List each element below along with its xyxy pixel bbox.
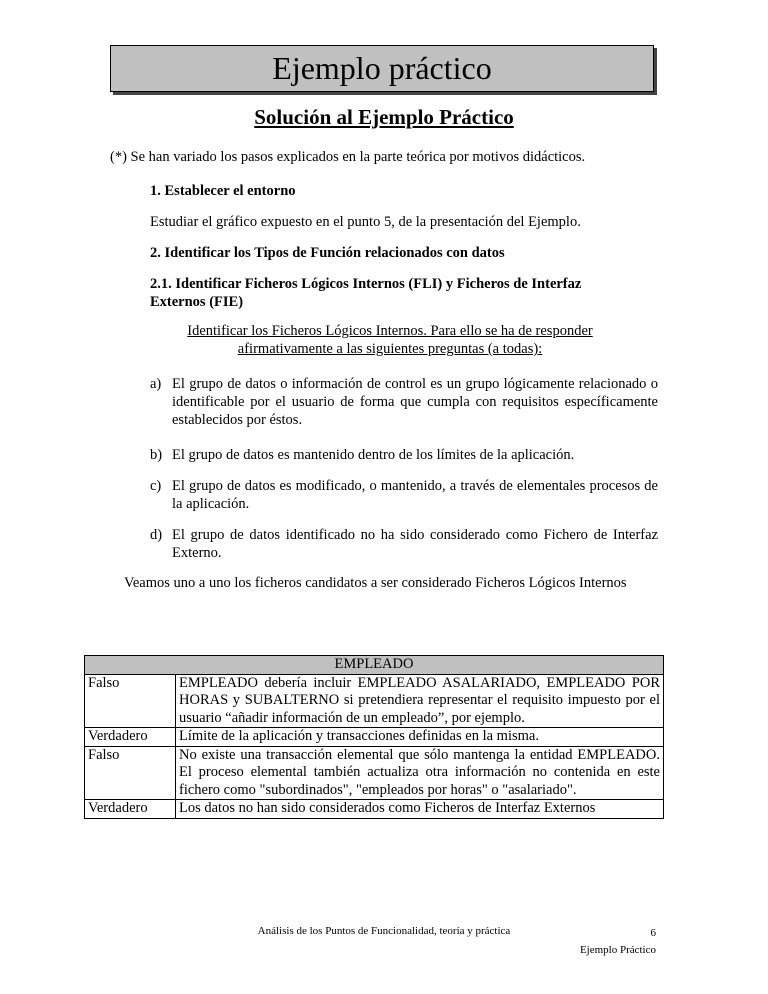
criterion-letter: c) [150, 478, 162, 494]
fli-intro: Identificar los Ficheros Lógicos Internos. Para ello se ha de responder afirmativamente a las siguientes preguntas (a todas): [187, 323, 593, 357]
row-description: Límite de la aplicación y transacciones definidas en la misma. [176, 728, 664, 747]
row-description: No existe una transacción elemental que sólo mantenga la entidad EMPLEADO. El proceso elemental también actualiza otra información no contenida en este fichero como "subordinados", "empleados por horas" o "asalariado". [176, 746, 664, 800]
step21-heading: 2.1. Identificar Ficheros Lógicos Internos (FLI) y Ficheros de Interfaz Externos (FIE) [150, 276, 582, 310]
footer-page-info [580, 925, 656, 959]
criterion-letter: b) [150, 447, 163, 463]
criterion-text: El grupo de datos es modificado, o mantenido, a través de elementales procesos de la aplicación. [172, 478, 658, 512]
row-value: Verdadero [85, 728, 176, 747]
conclusion-paragraph: Veamos uno a uno los ficheros candidatos a ser considerado Ficheros Lógicos Internos [124, 575, 627, 591]
footer-section: Ejemplo Práctico [579, 944, 656, 956]
table-row [85, 728, 664, 747]
row-description: EMPLEADO debería incluir EMPLEADO ASALARIADO, EMPLEADO POR HORAS y SUBALTERNO si pretendiera representar el requisito impuesto por el usuario “añadir información de un empleado”, por ejemplo. [176, 674, 664, 728]
header-title: Ejemplo práctico [272, 50, 492, 86]
footer-doc-title: Análisis de los Puntos de Funcionalidad, teoría y práctica [257, 925, 511, 937]
table-header-cell: EMPLEADO [85, 656, 664, 675]
criterion-a [150, 375, 658, 429]
table-row [85, 674, 664, 728]
row-description: Los datos no han sido considerados como Ficheros de Interfaz Externos [176, 800, 664, 819]
criterion-text: El grupo de datos o información de control es un grupo lógicamente relacionado o identificable por el usuario de forma que cumpla con requisitos específicamente establecidos por éstos. [172, 376, 658, 428]
row-value: Verdadero [85, 800, 176, 819]
table-row [85, 746, 664, 800]
footer-page-number: 6 [650, 927, 656, 939]
criterion-d [150, 526, 658, 562]
criterion-letter: d) [150, 527, 163, 543]
empleado-evaluation-table [84, 655, 664, 819]
step1-heading: 1. Establecer el entorno [150, 183, 296, 199]
page-title: Solución al Ejemplo Práctico [254, 105, 514, 129]
row-value: Falso [85, 674, 176, 728]
table-row [85, 800, 664, 819]
step2-heading: 2. Identificar los Tipos de Función relacionados con datos [150, 245, 505, 261]
page-header-banner [110, 45, 654, 92]
criterion-letter: a) [150, 376, 162, 392]
criterion-text: El grupo de datos es mantenido dentro de los límites de la aplicación. [172, 447, 575, 463]
table-header-row [85, 656, 664, 675]
criterion-text: El grupo de datos identificado no ha sido considerado como Fichero de Interfaz Externo. [172, 527, 658, 561]
criterion-b [150, 446, 658, 464]
didactic-note: (*) Se han variado los pasos explicados en la parte teórica por motivos didácticos. [110, 149, 586, 165]
criterion-c [150, 477, 658, 513]
step1-text: Estudiar el gráfico expuesto en el punto 5, de la presentación del Ejemplo. [150, 214, 581, 230]
row-value: Falso [85, 746, 176, 800]
